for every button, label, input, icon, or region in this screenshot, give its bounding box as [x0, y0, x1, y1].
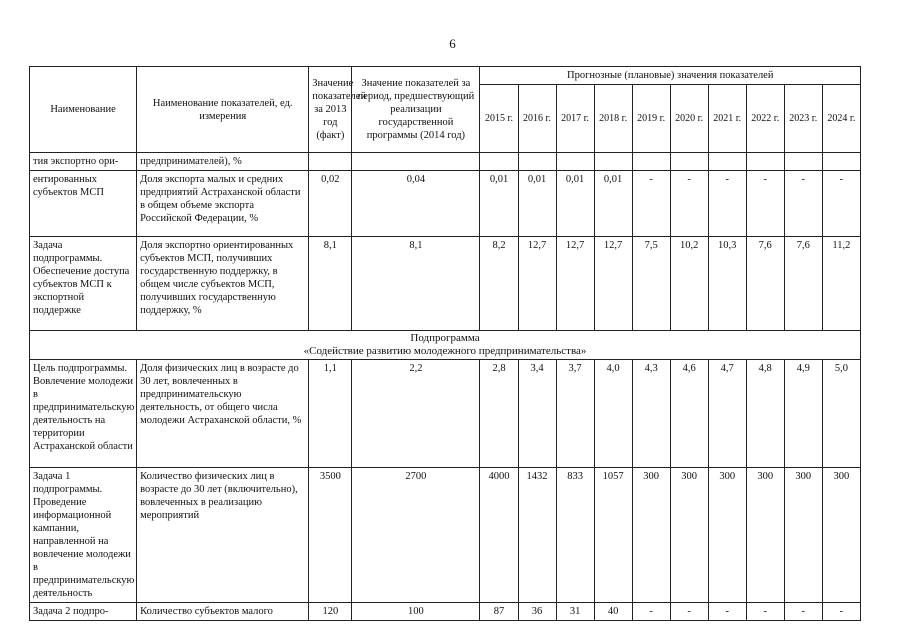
- row-year-value: -: [746, 603, 784, 621]
- section-line1: Подпрограмма: [410, 332, 480, 344]
- row-indicator: Количество субъектов малого: [137, 603, 309, 621]
- header-year: 2020 г.: [670, 85, 708, 153]
- row-value-2013: 1,1: [309, 360, 352, 468]
- header-year: 2015 г.: [480, 85, 518, 153]
- header-year: 2017 г.: [556, 85, 594, 153]
- row-indicator: Доля экспорта малых и средних предприятий Астраханской области в общем объеме экспорта Российской Федерации, %: [137, 171, 309, 237]
- row-year-value: 7,5: [632, 237, 670, 331]
- table-row: [30, 153, 861, 171]
- header-year: 2021 г.: [708, 85, 746, 153]
- row-year-value: 12,7: [518, 237, 556, 331]
- row-value-prev: [352, 153, 480, 171]
- row-name: тия экспортно ори-: [30, 153, 137, 171]
- table-row: [30, 468, 861, 603]
- header-year: 2019 г.: [632, 85, 670, 153]
- table-row: [30, 171, 861, 237]
- page-number: 6: [449, 36, 456, 51]
- header-value-prev: Значение показателей за период, предшествующий реализации государственной программы (2014 год): [352, 67, 480, 153]
- row-year-value: -: [632, 171, 670, 237]
- row-value-2013: [309, 153, 352, 171]
- row-year-value: 300: [746, 468, 784, 603]
- row-value-2013: 8,1: [309, 237, 352, 331]
- row-year-value: [784, 153, 822, 171]
- row-year-value: 3,7: [556, 360, 594, 468]
- row-year-value: [556, 153, 594, 171]
- row-indicator: предпринимателей), %: [137, 153, 309, 171]
- row-year-value: -: [670, 603, 708, 621]
- table-row: [30, 360, 861, 468]
- row-name: Задача 2 подпро-: [30, 603, 137, 621]
- row-year-value: -: [670, 171, 708, 237]
- row-year-value: 4,7: [708, 360, 746, 468]
- row-year-value: -: [708, 603, 746, 621]
- row-year-value: 1432: [518, 468, 556, 603]
- row-year-value: 36: [518, 603, 556, 621]
- row-year-value: -: [822, 171, 860, 237]
- row-year-value: 8,2: [480, 237, 518, 331]
- header-year: 2022 г.: [746, 85, 784, 153]
- row-year-value: 40: [594, 603, 632, 621]
- row-year-value: 4,8: [746, 360, 784, 468]
- row-year-value: 0,01: [594, 171, 632, 237]
- row-year-value: 31: [556, 603, 594, 621]
- row-year-value: 1057: [594, 468, 632, 603]
- row-indicator: Количество физических лиц в возрасте до 30 лет (включительно), вовлеченных в реализацию мероприятий: [137, 468, 309, 603]
- row-year-value: 300: [822, 468, 860, 603]
- row-year-value: 833: [556, 468, 594, 603]
- row-year-value: -: [784, 171, 822, 237]
- header-value-2013: Значение показателей за 2013 год (факт): [309, 67, 352, 153]
- row-year-value: 2,8: [480, 360, 518, 468]
- row-year-value: -: [746, 171, 784, 237]
- row-year-value: 10,2: [670, 237, 708, 331]
- row-year-value: 4,6: [670, 360, 708, 468]
- row-year-value: 4000: [480, 468, 518, 603]
- row-value-2013: 0,02: [309, 171, 352, 237]
- row-year-value: [480, 153, 518, 171]
- row-year-value: 4,3: [632, 360, 670, 468]
- section-header: [30, 331, 861, 360]
- section-line2: «Содействие развитию молодежного предпринимательства»: [303, 345, 587, 357]
- row-name: Задача 1 подпрограммы. Проведение информационной кампании, направленной на вовлечение молодежи в предпринимательскую деятельность: [30, 468, 137, 603]
- row-value-2013: 120: [309, 603, 352, 621]
- indicators-table: [29, 66, 861, 621]
- row-name: Задача подпрограммы. Обеспечение доступа субъектов МСП к экспортной поддержке: [30, 237, 137, 331]
- row-year-value: 7,6: [784, 237, 822, 331]
- row-year-value: 300: [708, 468, 746, 603]
- header-year: 2024 г.: [822, 85, 860, 153]
- row-year-value: 4,0: [594, 360, 632, 468]
- row-indicator: Доля экспортно ориентированных субъектов МСП, получивших государственную поддержку, в общем числе субъектов МСП, получивших государственную поддержку, %: [137, 237, 309, 331]
- row-year-value: 5,0: [822, 360, 860, 468]
- row-year-value: [594, 153, 632, 171]
- row-year-value: 11,2: [822, 237, 860, 331]
- row-year-value: 7,6: [746, 237, 784, 331]
- row-year-value: [632, 153, 670, 171]
- table-row: [30, 237, 861, 331]
- row-year-value: 0,01: [556, 171, 594, 237]
- row-year-value: 87: [480, 603, 518, 621]
- row-year-value: -: [822, 603, 860, 621]
- row-value-prev: 2700: [352, 468, 480, 603]
- row-year-value: [822, 153, 860, 171]
- header-forecast: Прогнозные (плановые) значения показателей: [480, 67, 861, 85]
- row-year-value: 0,01: [480, 171, 518, 237]
- row-year-value: 4,9: [784, 360, 822, 468]
- row-name: ентированных субъектов МСП: [30, 171, 137, 237]
- header-indicator: Наименование показателей, ед. измерения: [137, 67, 309, 153]
- section-row: [30, 331, 861, 360]
- row-value-2013: 3500: [309, 468, 352, 603]
- row-value-prev: 100: [352, 603, 480, 621]
- row-value-prev: 8,1: [352, 237, 480, 331]
- header-year: 2016 г.: [518, 85, 556, 153]
- header-name: Наименование: [30, 67, 137, 153]
- row-year-value: -: [632, 603, 670, 621]
- row-year-value: [708, 153, 746, 171]
- row-value-prev: 2,2: [352, 360, 480, 468]
- row-year-value: 300: [784, 468, 822, 603]
- row-year-value: [746, 153, 784, 171]
- row-year-value: 12,7: [556, 237, 594, 331]
- table-row: [30, 603, 861, 621]
- row-year-value: -: [784, 603, 822, 621]
- header-year: 2023 г.: [784, 85, 822, 153]
- row-year-value: 12,7: [594, 237, 632, 331]
- row-year-value: 300: [670, 468, 708, 603]
- row-year-value: 0,01: [518, 171, 556, 237]
- row-name: Цель подпрограммы. Вовлечение молодежи в предпринимательскую деятельность на территории Астраханской области: [30, 360, 137, 468]
- row-value-prev: 0,04: [352, 171, 480, 237]
- row-year-value: [670, 153, 708, 171]
- row-year-value: -: [708, 171, 746, 237]
- row-year-value: [518, 153, 556, 171]
- row-year-value: 10,3: [708, 237, 746, 331]
- row-year-value: 3,4: [518, 360, 556, 468]
- row-year-value: 300: [632, 468, 670, 603]
- header-year: 2018 г.: [594, 85, 632, 153]
- row-indicator: Доля физических лиц в возрасте до 30 лет, вовлеченных в предпринимательскую деятельность, от общего числа молодежи Астраханской области, %: [137, 360, 309, 468]
